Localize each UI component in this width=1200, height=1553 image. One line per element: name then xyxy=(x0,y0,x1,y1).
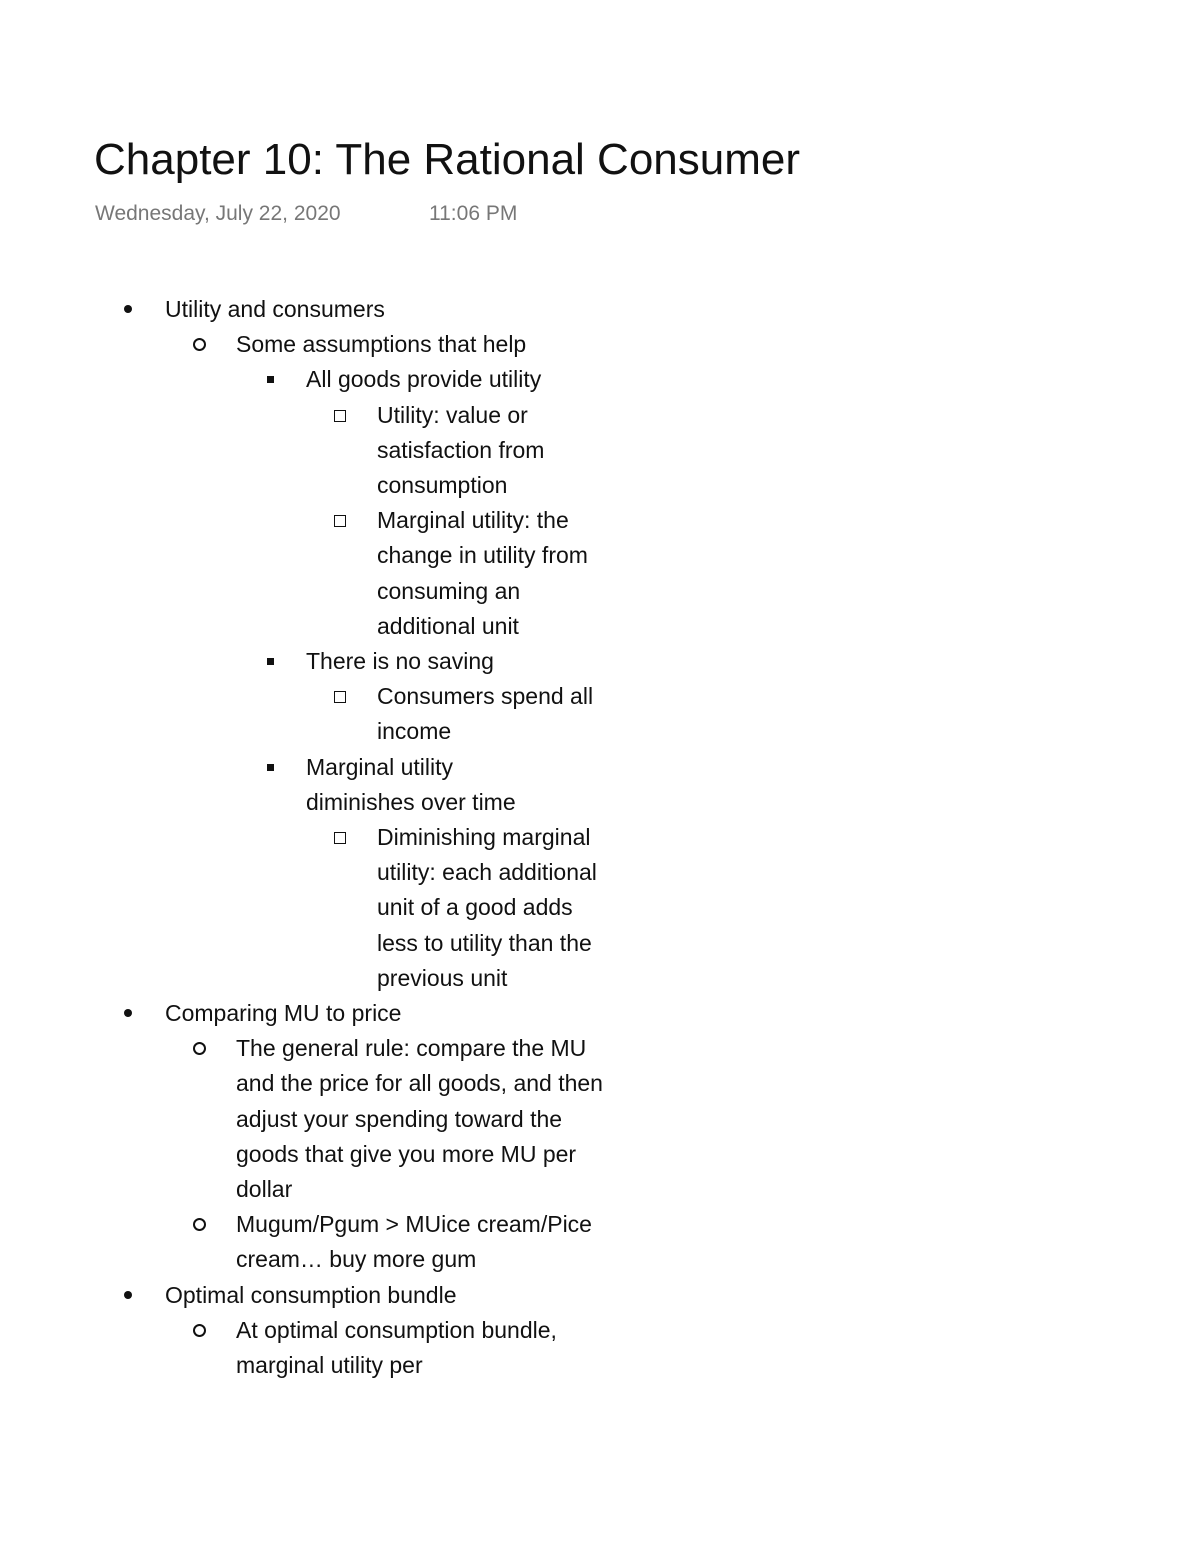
outline-item-text: Utility: value or satisfaction from consumption xyxy=(377,401,545,499)
bullet-ring-icon xyxy=(189,1031,209,1066)
outline-item-text: Marginal utility: the change in utility from consuming an additional unit xyxy=(377,507,588,639)
bullet-ring-icon xyxy=(189,327,209,362)
outline-item-text: Mugum/Pgum > MUice cream/Pice cream… buy more gum xyxy=(236,1211,592,1273)
bullet-dot-icon xyxy=(118,1278,138,1313)
notes-outline xyxy=(0,292,1200,1436)
outline-item-text: Optimal consumption bundle xyxy=(165,1281,457,1308)
outline-item-text: Consumers spend all income xyxy=(377,683,594,745)
outline-item-text: Utility and consumers xyxy=(165,296,385,322)
outline-item-level-1 xyxy=(0,996,615,1031)
outline-item-text: Some assumptions that help xyxy=(236,331,527,358)
outline-item-level-3 xyxy=(0,644,566,679)
outline-item-level-2 xyxy=(0,1031,606,1207)
outline-item-level-2 xyxy=(0,1313,606,1383)
bullet-box-icon xyxy=(330,820,350,855)
outline-item-level-3 xyxy=(0,362,566,397)
outline-item-level-3 xyxy=(0,750,566,820)
bullet-ring-icon xyxy=(189,1313,209,1348)
outline-item-level-2 xyxy=(0,327,606,362)
outline-item-level-1 xyxy=(0,1278,615,1313)
bullet-square-icon xyxy=(260,644,280,679)
bullet-box-icon xyxy=(330,398,350,433)
bullet-box-icon xyxy=(330,679,350,714)
outline-item-text: Diminishing marginal utility: each additional unit of a good adds less to utility than the previous unit xyxy=(377,824,597,991)
bullet-dot-icon xyxy=(118,292,138,327)
outline-item-text: There is no saving xyxy=(306,648,494,675)
outline-item-level-4 xyxy=(0,503,612,644)
outline-item-text: All goods provide utility xyxy=(306,366,542,393)
page-title: Chapter 10: The Rational Consumer xyxy=(94,135,801,184)
outline-item-text: The general rule: compare the MU and the price for all goods, and then adjust your spending toward the goods that give you more MU per dollar xyxy=(236,1035,603,1203)
outline-item-text: At optimal consumption bundle, marginal utility per xyxy=(236,1316,557,1379)
bullet-ring-icon xyxy=(189,1207,209,1242)
page-meta xyxy=(95,198,518,230)
outline-item-level-1 xyxy=(0,292,615,327)
outline-item-level-4 xyxy=(0,679,612,749)
outline-item-level-4 xyxy=(0,820,612,996)
outline-item-level-4 xyxy=(0,398,612,504)
bullet-square-icon xyxy=(260,750,280,785)
outline-item-level-2 xyxy=(0,1207,606,1277)
bullet-dot-icon xyxy=(118,996,138,1031)
bullet-square-icon xyxy=(260,362,280,397)
bullet-box-icon xyxy=(330,503,350,538)
outline-item-text: Marginal utility diminishes over time xyxy=(306,753,516,815)
page-date: Wednesday, July 22, 2020 xyxy=(95,202,341,225)
outline-item-text: Comparing MU to price xyxy=(165,1000,402,1027)
page-time: 11:06 PM xyxy=(429,202,518,225)
